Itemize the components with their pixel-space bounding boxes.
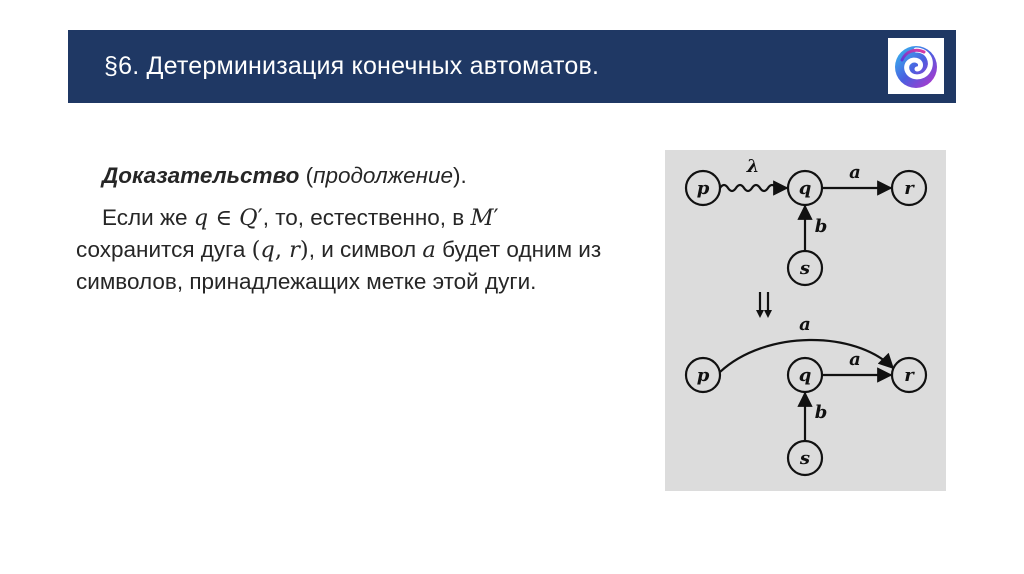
label-p-top: p	[696, 178, 710, 199]
proof-heading-paren-open: (	[299, 163, 314, 188]
label-s-bottom: s	[799, 448, 811, 469]
label-r-bottom: r	[904, 365, 914, 386]
label-p-bottom: p	[696, 365, 710, 386]
math-M: M	[470, 205, 494, 231]
page-title: §6. Детерминизация конечных автоматов.	[104, 52, 600, 80]
proof-heading	[76, 160, 621, 192]
text-segment: , и символ	[308, 237, 423, 262]
edge-label-lambda: λ	[746, 156, 760, 177]
label-s-top: s	[799, 258, 811, 279]
math-Q: Q	[239, 205, 258, 231]
label-r-top: r	[904, 178, 914, 199]
edge-p-q-lambda	[720, 185, 787, 191]
title-bar	[68, 30, 956, 103]
edge-label-a-arc: a	[799, 314, 811, 335]
text-segment: сохранится дуга	[76, 237, 252, 262]
edge-label-b-bottom: b	[814, 402, 828, 423]
transform-arrowhead-1	[756, 310, 764, 318]
automaton-diagram-svg	[665, 150, 946, 491]
text-segment: , то, естественно, в	[262, 205, 471, 230]
math-q: q	[193, 205, 209, 231]
text-segment: Если же	[102, 205, 194, 230]
math-prime: ′	[257, 205, 263, 231]
proof-heading-bold: Доказательство	[102, 163, 300, 188]
edge-label-b-top: b	[814, 216, 828, 237]
transform-arrowhead-2	[764, 310, 772, 318]
proof-heading-italic: продолжение	[313, 163, 454, 188]
math-a: a	[422, 237, 436, 263]
math-prime: ′	[493, 205, 499, 231]
label-q-bottom: q	[798, 365, 812, 386]
math-q: q	[260, 237, 275, 263]
math-paren: )	[299, 237, 309, 263]
math-in: ∈	[208, 205, 240, 231]
text-segment: будет одним из символов, принадлежащих метке этой дуги.	[76, 237, 602, 294]
math-comma: ,	[274, 237, 290, 263]
label-q-top: q	[798, 178, 812, 199]
slide-body	[76, 160, 621, 298]
spiral-logo-icon	[888, 38, 944, 94]
automaton-diagram	[665, 150, 946, 491]
proof-heading-paren-close: ).	[453, 163, 467, 188]
edge-label-a-top: a	[849, 162, 861, 183]
proof-paragraph	[76, 202, 621, 298]
edge-label-a-bottom: a	[849, 349, 861, 370]
math-paren: (	[251, 237, 261, 263]
math-r: r	[289, 237, 300, 263]
